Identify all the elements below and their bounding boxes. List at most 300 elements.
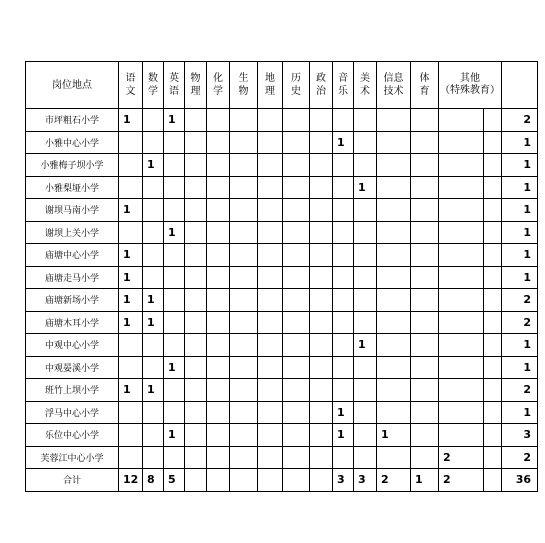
count-cell (230, 446, 258, 469)
count-cell: 1 (354, 334, 377, 357)
count-cell (310, 424, 333, 447)
count-cell (185, 311, 207, 334)
subject-header: 历史 (283, 62, 310, 109)
count-cell: 2 (439, 446, 484, 469)
count-cell (164, 289, 185, 312)
count-cell (119, 356, 143, 379)
count-cell: 1 (119, 266, 143, 289)
count-cell (143, 199, 164, 222)
count-cell: 1 (119, 311, 143, 334)
count-cell (354, 244, 377, 267)
count-cell: 1 (143, 311, 164, 334)
count-cell (354, 289, 377, 312)
count-cell (333, 334, 354, 357)
count-cell (143, 356, 164, 379)
count-cell (333, 289, 354, 312)
count-cell (333, 199, 354, 222)
count-cell (484, 244, 502, 267)
count-cell (185, 446, 207, 469)
count-cell (258, 176, 283, 199)
count-cell (230, 221, 258, 244)
count-cell (310, 356, 333, 379)
count-cell (333, 221, 354, 244)
count-cell (119, 221, 143, 244)
count-cell (283, 334, 310, 357)
count-cell (377, 244, 411, 267)
count-cell: 1 (119, 379, 143, 402)
subject-header: 音乐 (333, 62, 354, 109)
count-cell (439, 199, 484, 222)
count-cell (310, 154, 333, 177)
count-cell (484, 356, 502, 379)
count-cell (310, 334, 333, 357)
count-cell (164, 154, 185, 177)
count-cell (258, 356, 283, 379)
total-header (502, 62, 538, 109)
count-cell (143, 244, 164, 267)
count-cell (354, 311, 377, 334)
table-row (26, 199, 538, 222)
location-cell: 市坪粗石小学 (26, 109, 119, 132)
location-cell: 小雅梅子坝小学 (26, 154, 119, 177)
row-total-cell: 2 (502, 289, 538, 312)
count-cell (230, 356, 258, 379)
row-total-cell: 1 (502, 154, 538, 177)
count-cell (207, 469, 230, 492)
count-cell (185, 131, 207, 154)
header-row (26, 62, 538, 109)
count-cell (411, 311, 439, 334)
count-cell (439, 176, 484, 199)
count-cell (377, 379, 411, 402)
count-cell (283, 176, 310, 199)
count-cell (310, 221, 333, 244)
count-cell (411, 446, 439, 469)
count-cell: 1 (164, 356, 185, 379)
count-cell: 1 (377, 424, 411, 447)
count-cell (119, 334, 143, 357)
count-cell (258, 266, 283, 289)
count-cell (207, 446, 230, 469)
other-header-subtitle: （特殊教育） (440, 85, 500, 96)
count-cell (119, 154, 143, 177)
count-cell (283, 266, 310, 289)
count-cell (411, 334, 439, 357)
count-cell (230, 379, 258, 402)
count-cell (310, 176, 333, 199)
count-cell (333, 154, 354, 177)
count-cell (185, 334, 207, 357)
count-cell (164, 176, 185, 199)
count-cell (230, 311, 258, 334)
count-cell: 1 (143, 379, 164, 402)
count-cell (439, 154, 484, 177)
count-cell (439, 244, 484, 267)
count-cell (185, 244, 207, 267)
count-cell (439, 311, 484, 334)
count-cell (439, 109, 484, 132)
count-cell (185, 109, 207, 132)
count-cell (143, 221, 164, 244)
count-cell (484, 154, 502, 177)
count-cell (230, 109, 258, 132)
count-cell (185, 154, 207, 177)
count-cell (207, 356, 230, 379)
count-cell (484, 221, 502, 244)
count-cell (258, 311, 283, 334)
location-cell: 庙塘走马小学 (26, 266, 119, 289)
count-cell (283, 244, 310, 267)
count-cell (143, 109, 164, 132)
count-cell (119, 401, 143, 424)
count-cell (439, 379, 484, 402)
table-row (26, 176, 538, 199)
subject-header: 信息技术 (377, 62, 411, 109)
count-cell (377, 266, 411, 289)
count-cell (207, 244, 230, 267)
count-cell (377, 199, 411, 222)
count-cell (258, 379, 283, 402)
count-cell: 2 (439, 469, 484, 492)
count-cell (484, 379, 502, 402)
count-cell (354, 221, 377, 244)
count-cell (411, 176, 439, 199)
table-row (26, 379, 538, 402)
count-cell (333, 446, 354, 469)
subject-header: 数学 (143, 62, 164, 109)
count-cell (439, 334, 484, 357)
count-cell (258, 244, 283, 267)
count-cell (230, 424, 258, 447)
location-cell: 中观中心小学 (26, 334, 119, 357)
count-cell (119, 176, 143, 199)
count-cell (207, 334, 230, 357)
count-cell (164, 244, 185, 267)
count-cell (230, 334, 258, 357)
count-cell (484, 109, 502, 132)
count-cell (354, 379, 377, 402)
row-total-cell: 2 (502, 446, 538, 469)
table-row (26, 424, 538, 447)
count-cell (283, 109, 310, 132)
count-cell (333, 356, 354, 379)
location-cell: 乐位中心小学 (26, 424, 119, 447)
subject-header: 物理 (185, 62, 207, 109)
location-cell: 谢坝马南小学 (26, 199, 119, 222)
count-cell (207, 289, 230, 312)
count-cell: 1 (164, 424, 185, 447)
count-cell (258, 334, 283, 357)
row-total-cell: 1 (502, 176, 538, 199)
count-cell: 1 (354, 176, 377, 199)
count-cell (333, 379, 354, 402)
count-cell: 1 (333, 424, 354, 447)
count-cell (377, 176, 411, 199)
count-cell (143, 176, 164, 199)
count-cell (354, 154, 377, 177)
subject-header: 美术 (354, 62, 377, 109)
row-total-cell: 2 (502, 379, 538, 402)
count-cell (185, 379, 207, 402)
count-cell (411, 289, 439, 312)
count-cell (119, 446, 143, 469)
count-cell (354, 199, 377, 222)
count-cell: 1 (164, 109, 185, 132)
count-cell (333, 176, 354, 199)
count-cell (258, 109, 283, 132)
count-cell (484, 266, 502, 289)
count-cell (310, 446, 333, 469)
count-cell (484, 176, 502, 199)
location-cell: 芙蓉江中心小学 (26, 446, 119, 469)
count-cell (185, 424, 207, 447)
count-cell (484, 199, 502, 222)
count-cell (230, 469, 258, 492)
count-cell (377, 131, 411, 154)
count-cell (207, 199, 230, 222)
count-cell (310, 289, 333, 312)
table-row (26, 311, 538, 334)
row-total-cell: 1 (502, 199, 538, 222)
count-cell (283, 446, 310, 469)
count-cell: 3 (333, 469, 354, 492)
count-cell (185, 176, 207, 199)
count-cell (207, 379, 230, 402)
count-cell (258, 401, 283, 424)
count-cell (411, 356, 439, 379)
count-cell (283, 469, 310, 492)
row-total-cell: 1 (502, 356, 538, 379)
location-header: 岗位地点 (26, 62, 119, 109)
count-cell (411, 379, 439, 402)
count-cell: 1 (119, 244, 143, 267)
table-row (26, 131, 538, 154)
count-cell: 1 (119, 109, 143, 132)
count-cell (185, 266, 207, 289)
row-total-cell: 2 (502, 109, 538, 132)
count-cell (185, 199, 207, 222)
count-cell (119, 131, 143, 154)
row-total-cell: 36 (502, 469, 538, 492)
count-cell (354, 266, 377, 289)
count-cell (143, 401, 164, 424)
count-cell (411, 221, 439, 244)
count-cell (143, 266, 164, 289)
count-cell (411, 131, 439, 154)
count-cell (439, 266, 484, 289)
count-cell (283, 131, 310, 154)
count-cell (354, 356, 377, 379)
table-row (26, 289, 538, 312)
count-cell (484, 334, 502, 357)
location-cell: 庙塘中心小学 (26, 244, 119, 267)
count-cell (283, 356, 310, 379)
table-row (26, 154, 538, 177)
count-cell (258, 199, 283, 222)
count-cell (164, 266, 185, 289)
row-total-cell: 1 (502, 401, 538, 424)
count-cell (310, 311, 333, 334)
count-cell (164, 131, 185, 154)
row-total-cell: 2 (502, 311, 538, 334)
count-cell (377, 154, 411, 177)
count-cell (484, 469, 502, 492)
count-cell (484, 401, 502, 424)
count-cell (411, 154, 439, 177)
subject-header: 化学 (207, 62, 230, 109)
row-total-cell: 3 (502, 424, 538, 447)
count-cell (283, 379, 310, 402)
count-cell (377, 356, 411, 379)
count-cell (439, 424, 484, 447)
count-cell (411, 266, 439, 289)
location-cell: 班竹上坝小学 (26, 379, 119, 402)
count-cell (143, 446, 164, 469)
count-cell: 2 (377, 469, 411, 492)
count-cell (310, 131, 333, 154)
table-row (26, 221, 538, 244)
count-cell (411, 109, 439, 132)
count-cell (354, 401, 377, 424)
count-cell (377, 221, 411, 244)
count-cell (377, 446, 411, 469)
count-cell (439, 131, 484, 154)
count-cell (283, 289, 310, 312)
location-cell: 中观晏溪小学 (26, 356, 119, 379)
count-cell (230, 154, 258, 177)
count-cell (439, 289, 484, 312)
row-total-cell: 1 (502, 266, 538, 289)
count-cell (333, 244, 354, 267)
count-cell (283, 154, 310, 177)
count-cell (207, 266, 230, 289)
count-cell (185, 469, 207, 492)
count-cell (333, 311, 354, 334)
subject-header: 地理 (258, 62, 283, 109)
count-cell: 12 (119, 469, 143, 492)
count-cell: 1 (333, 401, 354, 424)
count-cell (185, 356, 207, 379)
count-cell (207, 424, 230, 447)
table-row (26, 266, 538, 289)
other-header (439, 62, 502, 109)
count-cell (143, 131, 164, 154)
count-cell: 1 (164, 221, 185, 244)
subject-header: 英语 (164, 62, 185, 109)
count-cell (354, 424, 377, 447)
count-cell (377, 311, 411, 334)
count-cell (230, 199, 258, 222)
count-cell (310, 401, 333, 424)
count-cell (439, 401, 484, 424)
subject-header: 政治 (310, 62, 333, 109)
count-cell (377, 289, 411, 312)
subject-header: 生物 (230, 62, 258, 109)
count-cell (377, 334, 411, 357)
location-cell: 谢坝上关小学 (26, 221, 119, 244)
count-cell (411, 199, 439, 222)
count-cell (283, 311, 310, 334)
subject-header: 语文 (119, 62, 143, 109)
table-row (26, 356, 538, 379)
count-cell: 8 (143, 469, 164, 492)
count-cell (283, 221, 310, 244)
count-cell (484, 311, 502, 334)
count-cell (230, 244, 258, 267)
count-cell (411, 424, 439, 447)
count-cell (258, 446, 283, 469)
count-cell (119, 424, 143, 447)
count-cell (333, 109, 354, 132)
table-row (26, 446, 538, 469)
location-cell: 小雅中心小学 (26, 131, 119, 154)
count-cell (207, 311, 230, 334)
count-cell: 1 (119, 199, 143, 222)
row-total-cell: 1 (502, 244, 538, 267)
count-cell (283, 424, 310, 447)
count-cell (164, 379, 185, 402)
location-cell: 庙塘新场小学 (26, 289, 119, 312)
count-cell (310, 266, 333, 289)
count-cell (164, 401, 185, 424)
count-cell (283, 401, 310, 424)
count-cell (207, 131, 230, 154)
count-cell: 1 (119, 289, 143, 312)
location-cell: 小雅梨垭小学 (26, 176, 119, 199)
location-cell: 浮马中心小学 (26, 401, 119, 424)
count-cell (164, 446, 185, 469)
count-cell (258, 289, 283, 312)
count-cell (310, 379, 333, 402)
count-cell (354, 109, 377, 132)
count-cell (333, 266, 354, 289)
count-cell (230, 289, 258, 312)
count-cell (164, 199, 185, 222)
count-cell (143, 424, 164, 447)
count-cell (207, 176, 230, 199)
count-cell (185, 289, 207, 312)
count-cell (258, 424, 283, 447)
count-cell: 1 (143, 289, 164, 312)
count-cell (377, 401, 411, 424)
count-cell (230, 266, 258, 289)
count-cell (411, 244, 439, 267)
count-cell (207, 154, 230, 177)
table-row (26, 401, 538, 424)
count-cell (230, 131, 258, 154)
subject-header: 体育 (411, 62, 439, 109)
count-cell (230, 176, 258, 199)
count-cell (143, 334, 164, 357)
count-cell (354, 131, 377, 154)
count-cell (484, 424, 502, 447)
count-cell (439, 356, 484, 379)
count-cell (164, 334, 185, 357)
count-cell: 1 (411, 469, 439, 492)
row-total-cell: 1 (502, 221, 538, 244)
count-cell (207, 401, 230, 424)
count-cell (310, 244, 333, 267)
count-cell (230, 401, 258, 424)
count-cell: 1 (333, 131, 354, 154)
count-cell (484, 446, 502, 469)
count-cell (484, 289, 502, 312)
count-cell (310, 469, 333, 492)
count-cell: 3 (354, 469, 377, 492)
count-cell (411, 401, 439, 424)
row-total-cell: 1 (502, 334, 538, 357)
row-total-cell: 1 (502, 131, 538, 154)
